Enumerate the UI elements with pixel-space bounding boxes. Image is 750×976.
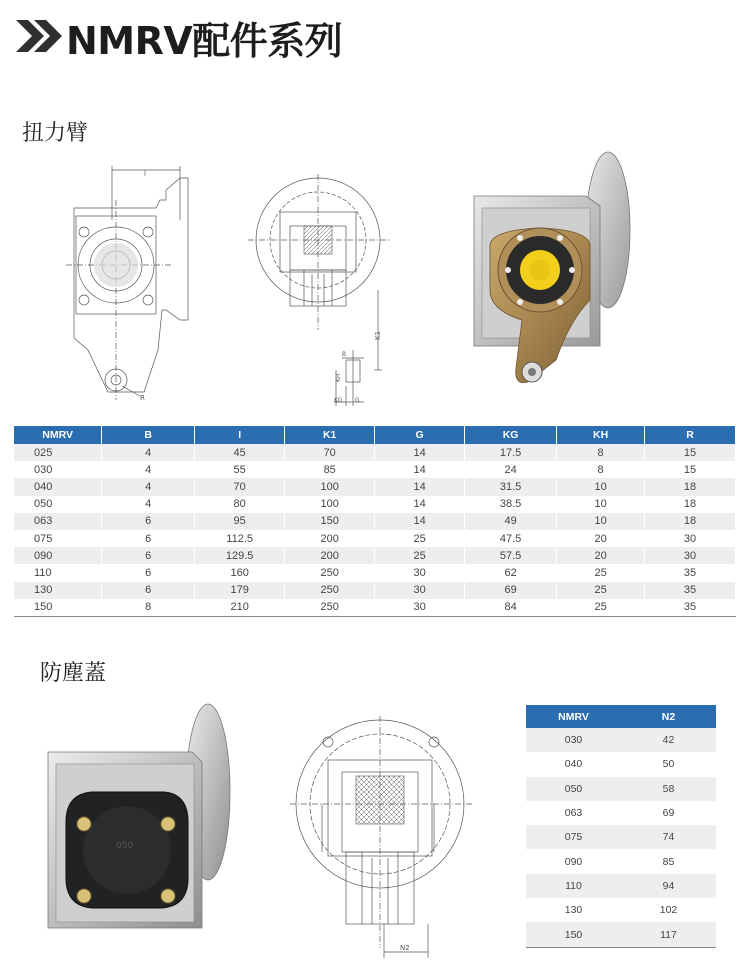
table-cell: 85: [621, 849, 716, 873]
table-cell: 050: [14, 496, 102, 513]
table-cell: 090: [526, 849, 621, 873]
table-cell: 49: [465, 513, 557, 530]
torque-arm-section-title: 扭力臂: [22, 121, 89, 146]
table-cell: 4: [102, 444, 195, 461]
table-row: [14, 599, 736, 617]
table-cell: 25: [557, 564, 645, 581]
table-cell: 69: [621, 801, 716, 825]
torque-arm-front-view-drawing: [240, 170, 400, 410]
dust-cover-spec-table: [526, 705, 716, 948]
table-cell: 050: [526, 777, 621, 801]
table-header-cell: NMRV: [14, 426, 102, 444]
table-header-cell: N2: [621, 705, 716, 728]
table-cell: 6: [102, 582, 195, 599]
table-header-cell: B: [102, 426, 195, 444]
dim-label-kg: KG: [334, 397, 343, 404]
table-row: [526, 801, 716, 825]
table-cell: 38.5: [465, 496, 557, 513]
dust-cover-section-title: 防塵蓋: [40, 661, 107, 686]
table-cell: 50: [621, 752, 716, 776]
table-cell: 075: [526, 825, 621, 849]
table-row: [14, 547, 736, 564]
table-row: [526, 825, 716, 849]
dim-label-l: l: [144, 170, 146, 178]
table-row: [526, 728, 716, 752]
table-cell: 85: [285, 461, 375, 478]
table-cell: 30: [645, 547, 736, 564]
table-row: [14, 513, 736, 530]
table-cell: 110: [14, 564, 102, 581]
table-cell: 14: [375, 513, 465, 530]
table-header-cell: I: [195, 426, 285, 444]
table-cell: 110: [526, 874, 621, 898]
table-cell: 24: [465, 461, 557, 478]
dim-label-g: G: [355, 397, 360, 404]
dust-cover-product-photo: [44, 702, 234, 930]
table-cell: 160: [195, 564, 285, 581]
table-row: [526, 898, 716, 922]
table-cell: 8: [557, 444, 645, 461]
table-cell: 4: [102, 461, 195, 478]
table-cell: 55: [195, 461, 285, 478]
table-cell: 25: [557, 599, 645, 617]
table-header-cell: KH: [557, 426, 645, 444]
table-cell: 57.5: [465, 547, 557, 564]
dim-label-kh: KH: [335, 373, 342, 382]
page-title: NMRV配件系列: [66, 19, 343, 63]
table-cell: 95: [195, 513, 285, 530]
table-cell: 4: [102, 478, 195, 495]
table-cell: 35: [645, 582, 736, 599]
table-row: [526, 752, 716, 776]
table-cell: 130: [526, 898, 621, 922]
table-cell: 063: [14, 513, 102, 530]
table-cell: 42: [621, 728, 716, 752]
table-cell: 10: [557, 513, 645, 530]
table-cell: 45: [195, 444, 285, 461]
table-cell: 25: [557, 582, 645, 599]
svg-text:050: 050: [116, 841, 134, 851]
table-cell: 58: [621, 777, 716, 801]
table-cell: 20: [557, 530, 645, 547]
table-cell: 15: [645, 461, 736, 478]
table-cell: 040: [526, 752, 621, 776]
table-cell: 150: [526, 922, 621, 947]
table-cell: 090: [14, 547, 102, 564]
table-cell: 25: [375, 530, 465, 547]
table-cell: 150: [14, 599, 102, 617]
table-cell: 129.5: [195, 547, 285, 564]
table-cell: 47.5: [465, 530, 557, 547]
table-header-cell: G: [375, 426, 465, 444]
table-header-cell: R: [645, 426, 736, 444]
table-cell: 075: [14, 530, 102, 547]
table-cell: 80: [195, 496, 285, 513]
table-cell: 063: [526, 801, 621, 825]
table-cell: 200: [285, 530, 375, 547]
table-cell: 6: [102, 547, 195, 564]
table-cell: 30: [645, 530, 736, 547]
table-row: [14, 478, 736, 495]
table-cell: 250: [285, 582, 375, 599]
table-cell: 74: [621, 825, 716, 849]
table-cell: 112.5: [195, 530, 285, 547]
table-row: [526, 874, 716, 898]
table-row: [14, 496, 736, 513]
table-cell: 14: [375, 444, 465, 461]
table-cell: 6: [102, 513, 195, 530]
table-cell: 102: [621, 898, 716, 922]
table-cell: 179: [195, 582, 285, 599]
double-chevron-right-icon: [14, 18, 64, 54]
table-cell: 117: [621, 922, 716, 947]
table-cell: 4: [102, 496, 195, 513]
torque-arm-product-photo: [460, 150, 640, 400]
table-header-row: [526, 705, 716, 728]
table-cell: 250: [285, 564, 375, 581]
table-row: [14, 564, 736, 581]
table-cell: 62: [465, 564, 557, 581]
table-cell: 100: [285, 496, 375, 513]
table-header-cell: K1: [285, 426, 375, 444]
table-cell: 210: [195, 599, 285, 617]
table-cell: 70: [285, 444, 375, 461]
table-cell: 200: [285, 547, 375, 564]
table-cell: 17.5: [465, 444, 557, 461]
dust-cover-drawing: [284, 712, 480, 962]
table-cell: 100: [285, 478, 375, 495]
table-row: [526, 849, 716, 873]
table-cell: 30: [375, 582, 465, 599]
table-cell: 150: [285, 513, 375, 530]
table-cell: 25: [375, 547, 465, 564]
table-cell: 10: [557, 478, 645, 495]
table-cell: 30: [375, 564, 465, 581]
table-cell: 15: [645, 444, 736, 461]
table-cell: 040: [14, 478, 102, 495]
torque-arm-side-view-drawing: [52, 160, 202, 410]
table-cell: 70: [195, 478, 285, 495]
table-cell: 250: [285, 599, 375, 617]
table-cell: 20: [557, 547, 645, 564]
table-cell: 6: [102, 530, 195, 547]
table-row: [14, 461, 736, 478]
table-cell: 35: [645, 599, 736, 617]
table-cell: 8: [102, 599, 195, 617]
table-cell: 69: [465, 582, 557, 599]
table-cell: 31.5: [465, 478, 557, 495]
table-cell: 30: [375, 599, 465, 617]
table-cell: 84: [465, 599, 557, 617]
table-cell: 025: [14, 444, 102, 461]
dim-label-n2: N2: [400, 944, 410, 952]
table-row: [526, 922, 716, 947]
table-row: [14, 582, 736, 599]
table-cell: 14: [375, 496, 465, 513]
table-cell: 030: [526, 728, 621, 752]
table-cell: 18: [645, 478, 736, 495]
table-cell: 14: [375, 461, 465, 478]
table-row: [14, 444, 736, 461]
table-cell: 130: [14, 582, 102, 599]
table-header-row: [14, 426, 736, 444]
table-row: [14, 530, 736, 547]
table-cell: 14: [375, 478, 465, 495]
table-cell: 6: [102, 564, 195, 581]
table-cell: 10: [557, 496, 645, 513]
table-cell: 18: [645, 496, 736, 513]
table-cell: 030: [14, 461, 102, 478]
table-row: [526, 777, 716, 801]
dim-label-k1: K1: [374, 330, 382, 340]
table-cell: 94: [621, 874, 716, 898]
table-cell: 8: [557, 461, 645, 478]
table-header-cell: NMRV: [526, 705, 621, 728]
table-cell: 35: [645, 564, 736, 581]
torque-arm-spec-table: [14, 426, 736, 617]
dim-label-b: B: [342, 351, 347, 358]
table-cell: 18: [645, 513, 736, 530]
table-header-cell: KG: [465, 426, 557, 444]
dim-label-r: R: [140, 394, 145, 402]
